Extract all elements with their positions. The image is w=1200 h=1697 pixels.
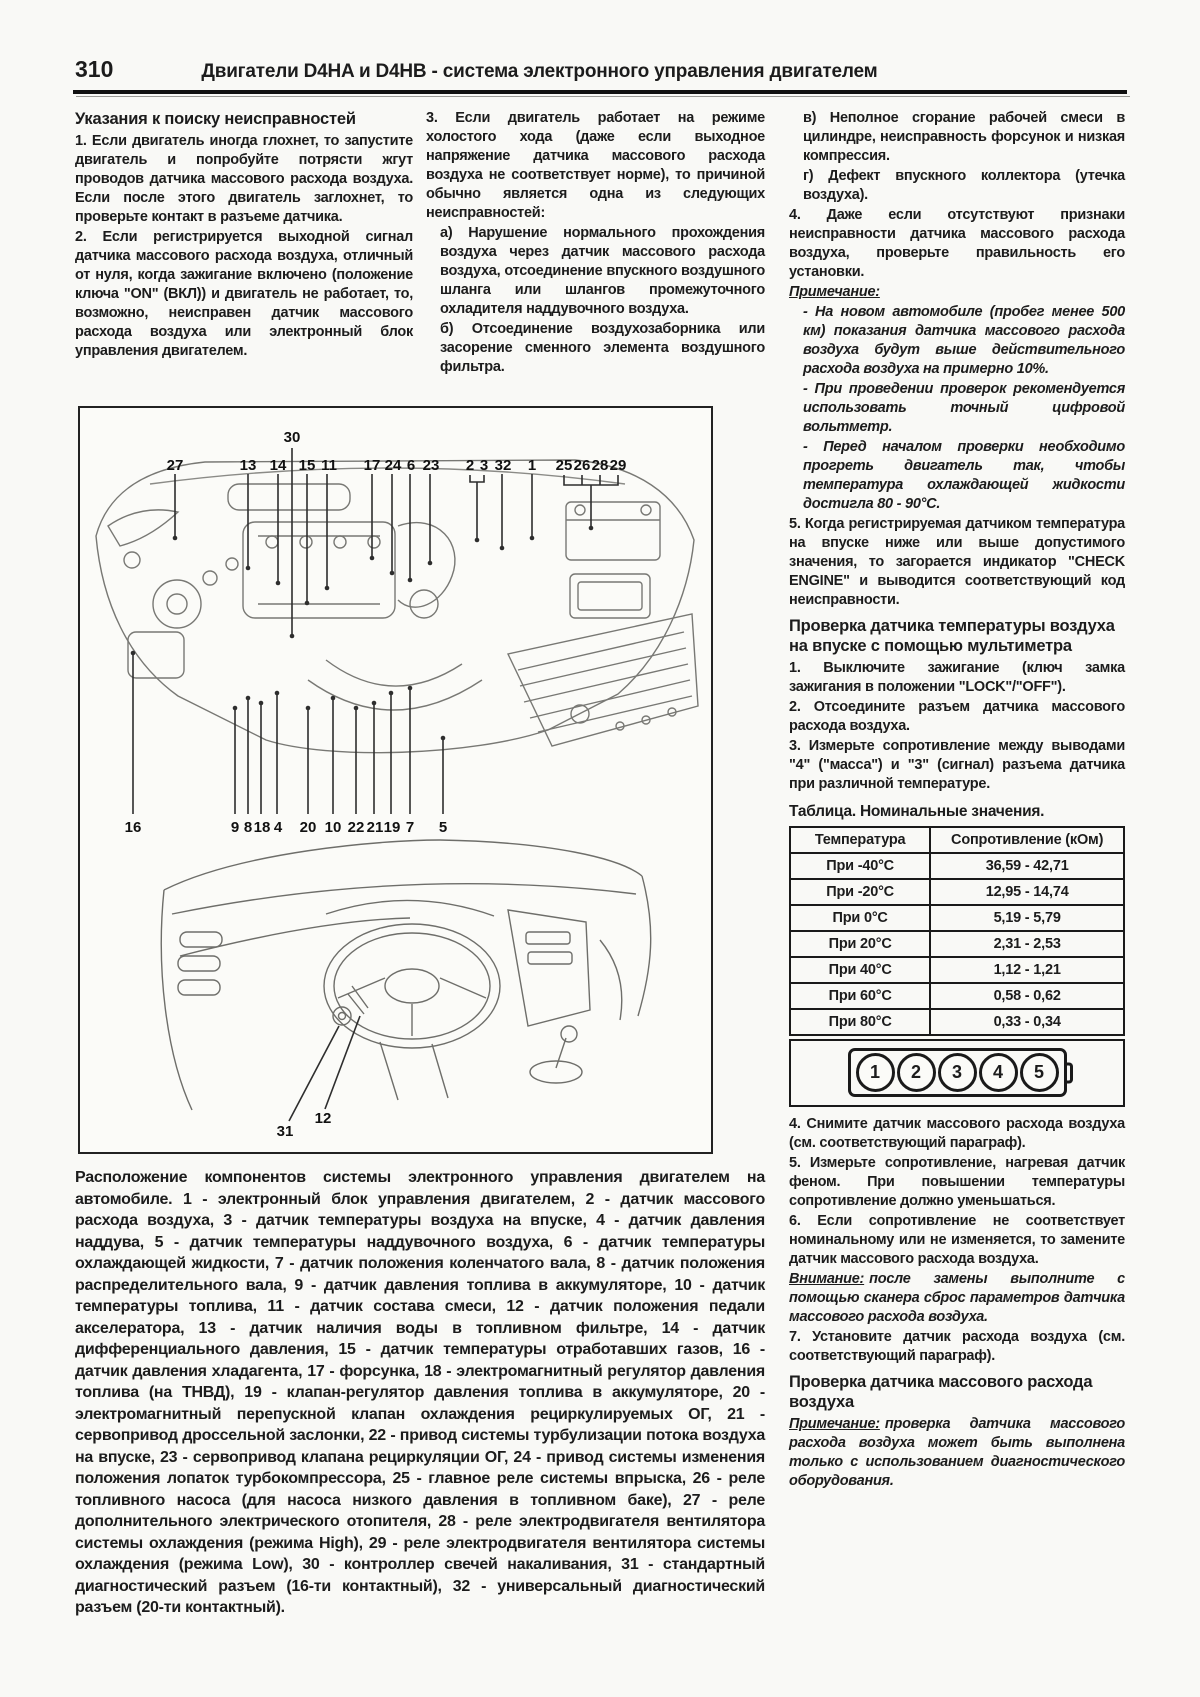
- callout: 23: [422, 457, 440, 474]
- callout: 7: [405, 819, 415, 836]
- page-title: Двигатели D4HA и D4HB - система электронного управления двигателем: [201, 61, 878, 82]
- table-row: [790, 931, 1124, 957]
- warning-text: после замены выполните с помощью сканера сброс параметров датчика массового расхода воздуха.: [789, 1271, 1125, 1325]
- table-row: [790, 905, 1124, 931]
- section-heading-temp-sensor-check: Проверка датчика температуры воздуха на впуске с помощью мультиметра: [789, 617, 1115, 655]
- cell-res: 0,33 - 0,34: [930, 1009, 1124, 1035]
- paragraph-4: 4. Даже если отсутствуют признаки неисправности датчика массового расхода воздуха, проверьте правильность его установки.: [789, 207, 1125, 280]
- warning-label: Внимание:: [789, 1271, 865, 1287]
- cell-res: 2,31 - 2,53: [930, 931, 1124, 957]
- section-heading-troubleshooting: Указания к поиску неисправностей: [75, 110, 356, 128]
- callout: 28: [591, 457, 609, 474]
- step-3: 3. Измерьте сопротивление между выводами "4" ("масса") и "3" (сигнал) разъема датчика при различной температуре.: [789, 738, 1125, 792]
- column-3: [789, 109, 1125, 1620]
- callout: 8: [243, 819, 253, 836]
- callout: 21: [366, 819, 384, 836]
- left-area: [75, 109, 765, 1620]
- spec-table: [789, 826, 1125, 1036]
- connector-body: [848, 1048, 1067, 1097]
- callout: 24: [384, 457, 402, 474]
- callout: 14: [269, 457, 287, 474]
- connector-pin: 4: [979, 1053, 1018, 1092]
- table-row: [790, 879, 1124, 905]
- callout: 18: [253, 819, 271, 836]
- table-title: Таблица. Номинальные значения.: [789, 803, 1045, 820]
- col-header-resistance: Сопротивление (кОм): [930, 827, 1124, 853]
- callout-leader-lines: [133, 448, 618, 1121]
- warning-note: [789, 1270, 1125, 1327]
- cell-temp: При -20°С: [790, 879, 930, 905]
- col-header-temperature: Температура: [790, 827, 930, 853]
- component-location-figure: [78, 406, 713, 1154]
- paragraph-1: 1. Если двигатель иногда глохнет, то запустите двигатель и попробуйте потрясти жгут проводов датчика массового расхода воздуха. Если после этого двигатель заглохнет, то проверьте контакт в разъеме датчика.: [75, 133, 413, 225]
- callout: 1: [527, 457, 537, 474]
- note-label: Примечание:: [789, 1416, 880, 1432]
- callout: 13: [239, 457, 257, 474]
- step-1: 1. Выключите зажигание (ключ замка зажигания в положении "LOCK"/"OFF").: [789, 660, 1125, 695]
- note-item-3: - Перед началом проверки необходимо прогреть двигатель так, чтобы температура охлаждающей жидкости достигла 80 - 90°С.: [803, 439, 1125, 512]
- cell-temp: При 0°С: [790, 905, 930, 931]
- connector-pin: 5: [1020, 1053, 1059, 1092]
- callout: 17: [363, 457, 381, 474]
- callout: 20: [299, 819, 317, 836]
- engine-bay-diagram: [80, 408, 711, 1148]
- callout: 30: [283, 429, 301, 446]
- table-header-row: [790, 827, 1124, 853]
- callout: 10: [324, 819, 342, 836]
- note-text: проверка датчика массового расхода воздуха может быть выполнена только с использованием диагностического оборудования.: [789, 1416, 1125, 1489]
- note-item-1: - На новом автомобиле (пробег менее 500 км) показания датчика массового расхода воздуха будут выше действительного расхода воздуха на примерно 10%.: [803, 304, 1125, 377]
- callout: 22: [347, 819, 365, 836]
- callout: 5: [438, 819, 448, 836]
- table-row: [790, 983, 1124, 1009]
- header-rule: [73, 90, 1127, 94]
- callout: 15: [298, 457, 316, 474]
- callout: 3: [479, 457, 489, 474]
- callout: 31: [276, 1123, 294, 1140]
- paragraph-5: 5. Когда регистрируемая датчиком температура на впуске ниже или выше допустимого значения, то загорается индикатор "CHECK ENGINE" и выводится соответствующий код неисправности.: [789, 516, 1125, 608]
- callout: 2: [465, 457, 475, 474]
- page-content: [75, 109, 1125, 1620]
- list-item-v: в) Неполное сгорание рабочей смеси в цилиндре, неисправность форсунок и низкая компрессия.: [803, 110, 1125, 164]
- step-2: 2. Отсоедините разъем датчика массового расхода воздуха.: [789, 699, 1125, 734]
- cell-temp: При 80°С: [790, 1009, 930, 1035]
- cell-res: 0,58 - 0,62: [930, 983, 1124, 1009]
- header-rule-thin: [76, 96, 1130, 97]
- table-row: [790, 853, 1124, 879]
- page-number: 310: [75, 56, 114, 82]
- list-item-g: г) Дефект впускного коллектора (утечка воздуха).: [803, 168, 1125, 203]
- cell-res: 36,59 - 42,71: [930, 853, 1124, 879]
- paragraph-6b: 6. Если сопротивление не соответствует номинальному или не изменяется, то замените датчик массового расхода воздуха.: [789, 1213, 1125, 1267]
- column-2: [426, 109, 765, 378]
- paragraph-2: 2. Если регистрируется выходной сигнал датчика массового расхода воздуха, отличный от нуля, когда зажигание включено (положение ключа "ON" (ВКЛ)) и двигатель не работает, то, возможно, неисправен датчик массового расхода воздуха или электронный блок управления двигателем.: [75, 229, 413, 359]
- cell-temp: При -40°С: [790, 853, 930, 879]
- callout: 4: [273, 819, 283, 836]
- callout: 27: [166, 457, 184, 474]
- cell-temp: При 60°С: [790, 983, 930, 1009]
- callout-end-dots: [131, 526, 594, 741]
- cell-res: 1,12 - 1,21: [930, 957, 1124, 983]
- note-heading: [789, 283, 1125, 302]
- connector-illustration: [789, 1039, 1125, 1107]
- paragraph-5b: 5. Измерьте сопротивление, нагревая датчик феном. При повышении температуры сопротивление должно уменьшаться.: [789, 1155, 1125, 1209]
- upper-text-columns: [75, 109, 765, 378]
- cell-temp: При 20°С: [790, 931, 930, 957]
- callout: 12: [314, 1110, 332, 1127]
- connector-pin: 2: [897, 1053, 936, 1092]
- note-label: Примечание:: [789, 284, 880, 300]
- callout: 26: [573, 457, 591, 474]
- dashboard-drawing: [161, 840, 650, 1110]
- connector-pin: 3: [938, 1053, 977, 1092]
- list-item-b: б) Отсоединение воздухозаборника или засорение сменного элемента воздушного фильтра.: [440, 321, 765, 375]
- page-header: [75, 56, 1125, 83]
- column-1: [75, 109, 413, 378]
- table-row: [790, 1009, 1124, 1035]
- connector-pin: 1: [856, 1053, 895, 1092]
- note-2: [789, 1415, 1125, 1491]
- connector-tab: [1064, 1062, 1073, 1083]
- list-item-a: а) Нарушение нормального прохождения воздуха через датчик массового расхода воздуха, отсоединение впускного воздушного шланга или шлангов промежуточного охладителя наддувочного воздуха.: [440, 225, 765, 317]
- table-row: [790, 957, 1124, 983]
- paragraph-3: 3. Если двигатель работает на режиме холостого хода (даже если выходное напряжение датчика массового расхода воздуха не соответствует норме), то причиной обычно является одна из следующих неисправностей:: [426, 110, 765, 221]
- callout: 19: [383, 819, 401, 836]
- section-heading-maf-check: Проверка датчика массового расхода воздуха: [789, 1373, 1093, 1411]
- engine-bay-drawing: [96, 460, 698, 753]
- note-item-2: - При проведении проверок рекомендуется использовать точный цифровой вольтметр.: [803, 381, 1125, 435]
- cell-temp: При 40°С: [790, 957, 930, 983]
- figure-caption: Расположение компонентов системы электронного управления двигателем на автомобиле. 1 - электронный блок управления двигателем, 2 - датчик массового расхода воздуха, 3 - датчик температуры воздуха на впуске, 4 - датчик давления наддува, 5 - датчик температуры наддувочного воздуха, 6 - датчик температуры охлаждающей жидкости, 7 - датчик положения коленчатого вала, 8 - датчик положения распределительного вала, 9 - датчик давления топлива в аккумуляторе, 10 - датчик температуры топлива, 11 - датчик состава смеси, 12 - датчик положения педали акселератора, 13 - датчик наличия воды в топливном фильтре, 14 - датчик дифференциального давления, 15 - датчик температуры отработавших газов, 16 - датчик давления хладагента, 17 - форсунка, 18 - электромагнитный регулятор давления топлива (на ТНВД), 19 - клапан-регулятор давления топлива в аккумуляторе, 20 - электромагнитный перепускной клапан охлаждения рециркулируемых ОГ, 21 - сервопривод дроссельной заслонки, 22 - привод системы турбулизации потока воздуха на впуске, 23 - сервопривод клапана рециркуляции ОГ, 24 - привод системы изменения положения лопаток турбокомпрессора, 25 - главное реле системы впрыска, 26 - реле топливного насоса (для насоса низкого давления в топливном баке), 27 - реле дополнительного электрического отопителя, 28 - реле электродвигателя вентилятора системы охлаждения (режима High), 29 - реле электродвигателя вентилятора системы охлаждения (режима Low), 30 - контроллер свечей накаливания, 31 - стандартный диагностический разъем (16-ти контактный), 32 - универсальный диагностический разъем (20-ти контактный).: [75, 1169, 765, 1616]
- callout: 16: [124, 819, 142, 836]
- callout: 11: [321, 457, 337, 474]
- paragraph-7b: 7. Установите датчик расхода воздуха (см. соответствующий параграф).: [789, 1329, 1125, 1364]
- callout: 32: [494, 457, 512, 474]
- paragraph-4b: 4. Снимите датчик массового расхода воздуха (см. соответствующий параграф).: [789, 1116, 1125, 1151]
- cell-res: 12,95 - 14,74: [930, 879, 1124, 905]
- callout: 29: [609, 457, 627, 474]
- cell-res: 5,19 - 5,79: [930, 905, 1124, 931]
- callout: 25: [555, 457, 573, 474]
- callout: 9: [230, 819, 240, 836]
- callout: 6: [406, 457, 416, 474]
